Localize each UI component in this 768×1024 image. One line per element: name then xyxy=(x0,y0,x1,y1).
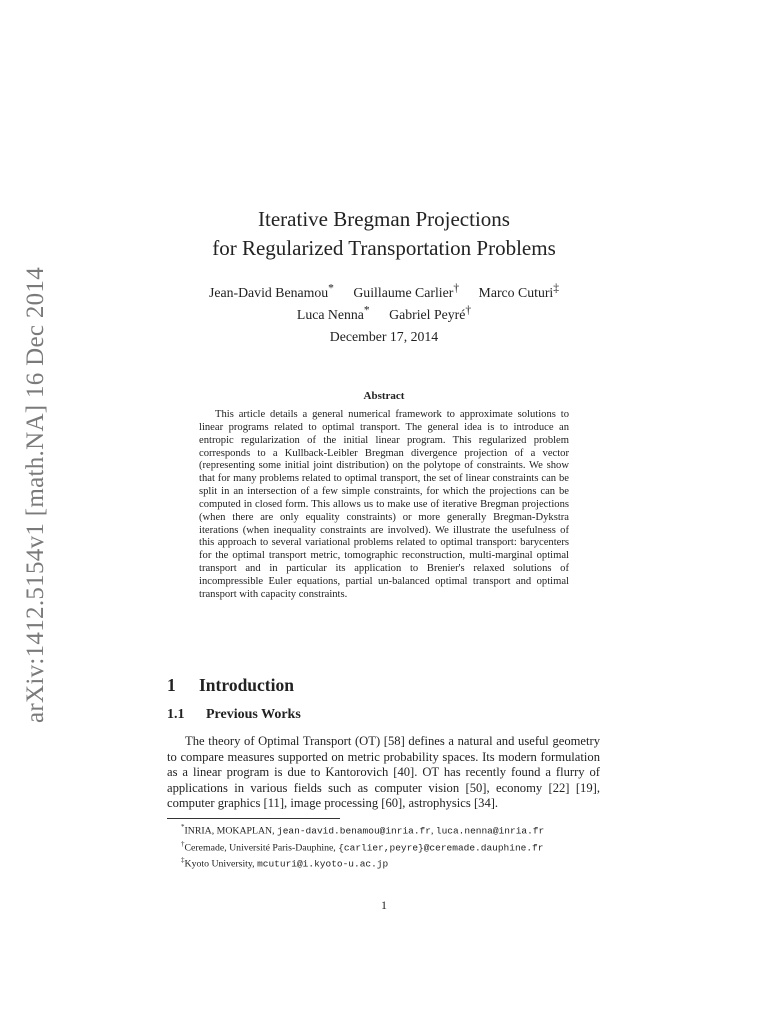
author-list xyxy=(0,279,768,324)
footnote: *INRIA, MOKAPLAN, jean-david.benamou@inria.fr, luca.nenna@inria.fr xyxy=(181,823,545,837)
abstract-heading: Abstract xyxy=(363,390,405,402)
author: Marco Cuturi‡ xyxy=(478,282,560,300)
subsection-heading: 1.1 Previous Works xyxy=(167,707,301,722)
section-heading: 1 Introduction xyxy=(167,675,294,695)
publication-date: December 17, 2014 xyxy=(329,329,439,344)
author: Guillaume Carlier† xyxy=(353,282,460,300)
paper-title xyxy=(0,205,768,263)
body-paragraph: The theory of Optimal Transport (OT) [58] defines a natural and useful geometry to compare measures supported on metric probability spaces. Its modern formulation as a linear program is due to Kantorovich [40]. OT has recently found a flurry of applications in various fields such as computer vision [50], economy [22] [19], computer graphics [11], image processing [60], astrophysics [34]. xyxy=(167,734,600,811)
title-line-1: Iterative Bregman Projections xyxy=(258,207,510,231)
footnotes xyxy=(181,821,544,871)
author: Gabriel Peyré† xyxy=(389,304,472,323)
abstract-text: This article details a general numerical framework to approximate solutions to linear programs related to optimal transport. The general idea is to introduce an entropic regularization of the initial linear program. This regularized problem corresponds to a Kullback-Leibler Bregman divergence projection of a vector (representing some initial joint distribution) on the polytope of constraints. We show that for many problems related to optimal transport, the set of linear constraints can be split in an intersection of a few simple constraints, for which the projections can be computed in closed form. This allows us to make use of iterative Bregman projections (when there are only equality constraints) or more generally Bregman-Dykstra iterations (when inequality constraints are involved). We illustrate the usefulness of this approach to several variational problems related to optimal transport: barycenters for the optimal transport metric, tomographic reconstruction, multi-marginal optimal transport and in particular its application to Brenier's relaxed solutions of incompressible Euler equations, partial un-balanced optimal transport and optimal transport with capacity constraints. xyxy=(199,409,569,600)
footnote: ‡Kyoto University, mcuturi@i.kyoto-u.ac.jp xyxy=(181,856,389,870)
author: Jean-David Benamou* xyxy=(208,282,334,300)
footnote: †Ceremade, Université Paris-Dauphine, {carlier,peyre}@ceremade.dauphine.fr xyxy=(181,839,544,853)
arxiv-watermark: arXiv:1412.5154v1 [math.NA] 16 Dec 2014 xyxy=(22,266,49,724)
author: Luca Nenna* xyxy=(296,304,370,323)
footnote-rule xyxy=(167,818,340,819)
page-number: 1 xyxy=(381,898,387,912)
title-line-2: for Regularized Transportation Problems xyxy=(212,236,556,260)
